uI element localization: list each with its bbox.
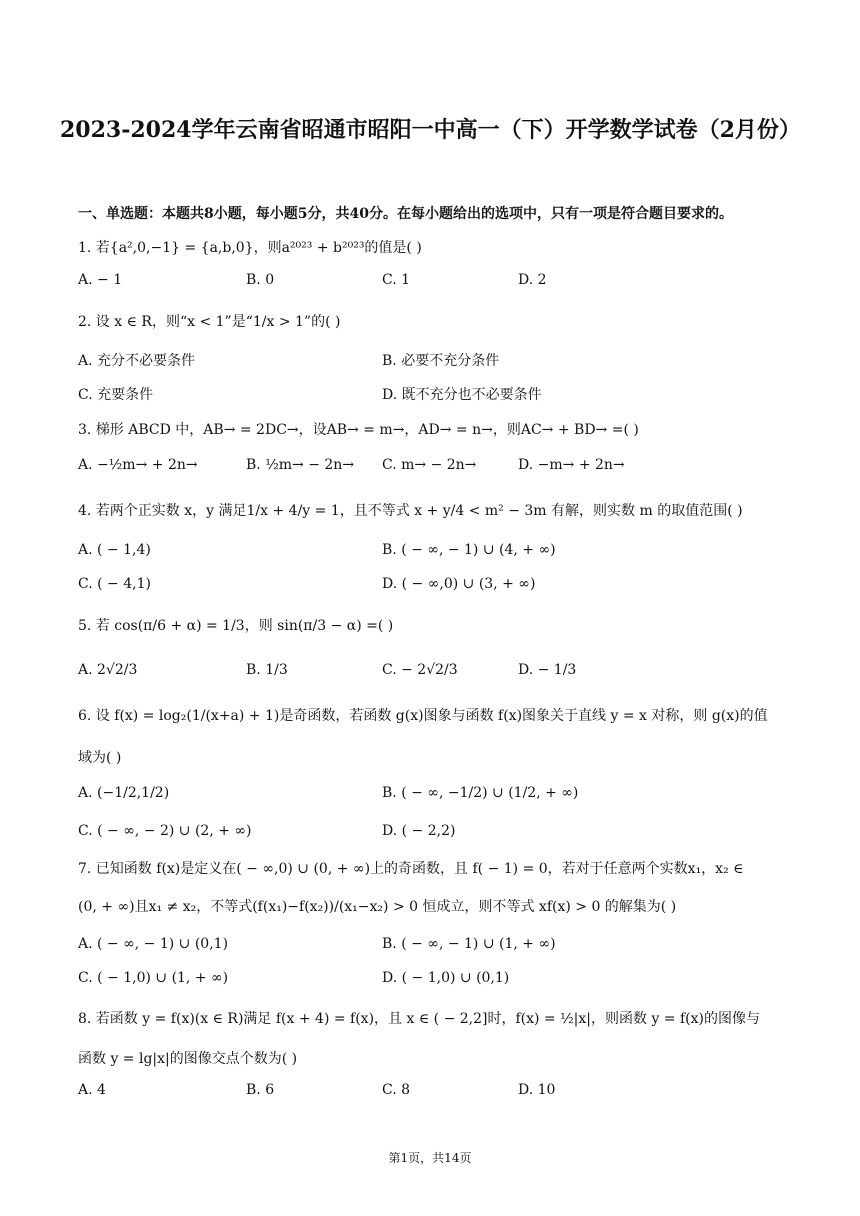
q8-option-a: A. 4	[78, 1082, 106, 1098]
q5-option-d: D. − 1/3	[518, 662, 577, 678]
q5-option-a: A. 2√2/3	[78, 662, 138, 678]
q6-option-d: D. ( − 2,2)	[382, 823, 456, 839]
q1-option-c: C. 1	[382, 272, 411, 288]
q1-option-b: B. 0	[246, 272, 275, 288]
question-6-stem-line-2: 域为( )	[78, 750, 122, 766]
question-4-stem: 4. 若两个正实数 x，y 满足1/x + 4/y = 1，且不等式 x + y/4 < m² − 3m 有解，则实数 m 的取值范围( )	[78, 503, 743, 519]
q6-option-c: C. ( − ∞, − 2) ∪ (2, + ∞)	[78, 823, 252, 839]
q8-option-c: C. 8	[382, 1082, 411, 1098]
page-footer: 第1页，共14页	[388, 1151, 472, 1165]
q4-option-c: C. ( − 4,1)	[78, 576, 151, 592]
q2-option-c: C. 充要条件	[78, 387, 154, 403]
q2-option-a: A. 充分不必要条件	[78, 353, 196, 369]
q6-option-a: A. (−1/2,1/2)	[78, 785, 170, 801]
q7-option-a: A. ( − ∞, − 1) ∪ (0,1)	[78, 936, 229, 952]
q3-option-d: D. −m→ + 2n→	[518, 457, 625, 473]
q8-option-b: B. 6	[246, 1082, 275, 1098]
question-2-stem: 2. 设 x ∈ R，则“x < 1”是“1/x > 1”的( )	[78, 314, 341, 330]
q7-option-b: B. ( − ∞, − 1) ∪ (1, + ∞)	[382, 936, 556, 952]
q1-option-d: D. 2	[518, 272, 547, 288]
question-5-stem: 5. 若 cos(π/6 + α) = 1/3，则 sin(π/3 − α) =( )	[78, 618, 394, 634]
q3-option-c: C. m→ − 2n→	[382, 457, 477, 473]
question-8-stem-line-1: 8. 若函数 y = f(x)(x ∈ R)满足 f(x + 4) = f(x)，且 x ∈ ( − 2,2]时，f(x) = ½|x|，则函数 y = f(x)的图像与	[78, 1011, 760, 1027]
q4-option-d: D. ( − ∞,0) ∪ (3, + ∞)	[382, 576, 536, 592]
q3-option-b: B. ½m→ − 2n→	[246, 457, 355, 473]
question-7-stem-line-1: 7. 已知函数 f(x)是定义在( − ∞,0) ∪ (0, + ∞)上的奇函数，且 f( − 1) = 0，若对于任意两个实数x₁，x₂ ∈	[78, 861, 744, 877]
question-1-stem: 1. 若{a²,0,−1} = {a,b,0}，则a²⁰²³ + b²⁰²³的值是( )	[78, 240, 422, 256]
q5-option-c: C. − 2√2/3	[382, 662, 458, 678]
question-8-stem-line-2: 函数 y = lg|x|的图像交点个数为( )	[78, 1051, 298, 1067]
question-6-stem-line-1: 6. 设 f(x) = log₂(1/(x+a) + 1)是奇函数，若函数 g(x)图象与函数 f(x)图象关于直线 y = x 对称，则 g(x)的值	[78, 708, 768, 724]
q8-option-d: D. 10	[518, 1082, 556, 1098]
q3-option-a: A. −½m→ + 2n→	[78, 457, 198, 473]
section-heading: 一、单选题：本题共8小题，每小题5分，共40分。在每小题给出的选项中，只有一项是符合题目要求的。	[78, 206, 733, 222]
q6-option-b: B. ( − ∞, −1/2) ∪ (1/2, + ∞)	[382, 785, 579, 801]
q7-option-d: D. ( − 1,0) ∪ (0,1)	[382, 970, 510, 986]
q2-option-d: D. 既不充分也不必要条件	[382, 387, 542, 403]
q1-option-a: A. − 1	[78, 272, 123, 288]
question-3-stem: 3. 梯形 ABCD 中，AB→ = 2DC→，设AB→ = m→，AD→ = n→，则AC→ + BD→ =( )	[78, 422, 639, 438]
question-7-stem-line-2: (0, + ∞)且x₁ ≠ x₂，不等式(f(x₁)−f(x₂))/(x₁−x₂) > 0 恒成立，则不等式 xf(x) > 0 的解集为( )	[78, 899, 677, 915]
exam-title: 2023-2024学年云南省昭通市昭阳一中高一（下）开学数学试卷（2月份）	[60, 117, 801, 143]
q4-option-a: A. ( − 1,4)	[78, 542, 151, 558]
q5-option-b: B. 1/3	[246, 662, 288, 678]
q7-option-c: C. ( − 1,0) ∪ (1, + ∞)	[78, 970, 229, 986]
q2-option-b: B. 必要不充分条件	[382, 353, 500, 369]
q4-option-b: B. ( − ∞, − 1) ∪ (4, + ∞)	[382, 542, 556, 558]
